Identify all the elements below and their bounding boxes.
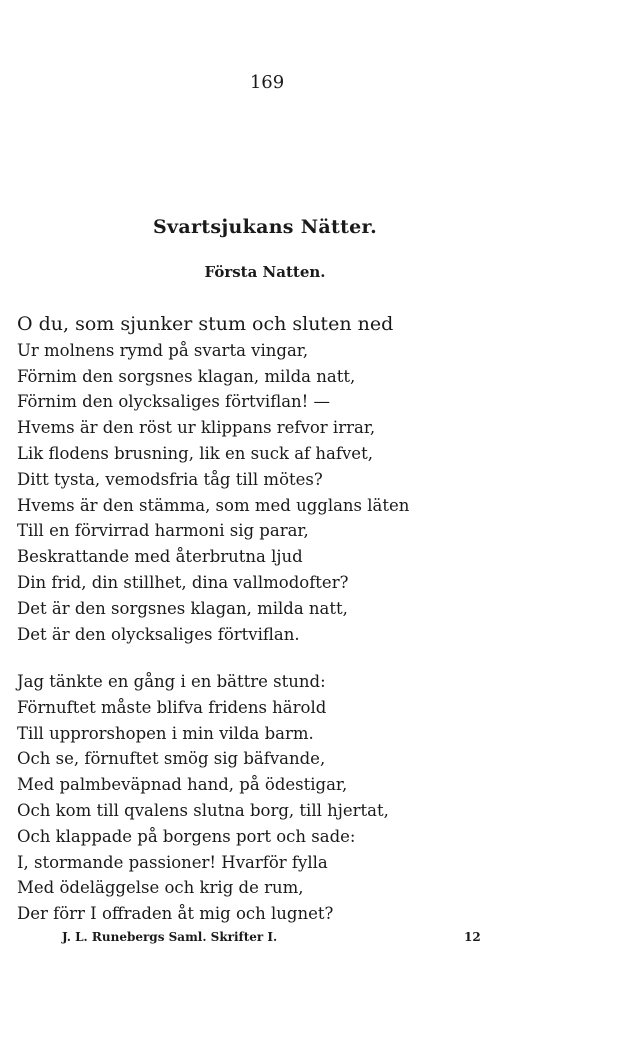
poem-line: Jag tänkte en gång i en bättre stund: [17,672,326,691]
poem-line: Hvems är den stämma, som med ugglans läten [17,495,410,515]
poem-line: Ditt tysta, vemodsfria tåg till mötes? [17,469,323,489]
poem-line: Och klappade på borgens port och sade: [17,826,356,846]
poem-line: Förnim den olycksaliges förtviflan! — [17,392,331,412]
poem-title: Svartsjukans Nätter. [152,216,378,238]
poem-line: Der förr I offraden åt mig och lugnet? [17,904,334,924]
poem-line: Och kom till qvalens slutna borg, till hjertat, [17,800,389,820]
poem-line: I, stormande passioner! Hvarför fylla [17,852,328,872]
poem-line: Med ödeläggelse och krig de rum, [17,878,304,898]
poem-line: Till en förvirrad harmoni sig parar, [17,521,309,541]
poem-line: Det är den sorgsnes klagan, milda natt, [17,598,348,618]
footer-signature: J. L. Runebergs Saml. Skrifter I. [62,930,278,944]
footer-sheet-number: 12 [464,930,481,944]
poem-line: Med palmbeväpnad hand, på ödestigar, [17,775,348,795]
poem-line: Ur molnens rymd på svarta vingar, [17,340,309,360]
stanza-2 [17,669,487,927]
poem-line: Beskrattande med återbrutna ljud [17,547,303,567]
poem-line: Lik flodens brusning, lik en suck af hafvet, [17,443,373,463]
stanza-1 [17,312,487,647]
page-number: 169 [249,72,285,93]
poem-subtitle: Första Natten. [204,263,326,281]
poem-line: Hvems är den röst ur klippans refvor irrar, [17,418,376,438]
poem-line: Förnim den sorgsnes klagan, milda natt, [17,366,356,386]
poem-line: Det är den olycksaliges förtviflan. [17,624,300,644]
poem-line: Till upprorshopen i min vilda barm. [17,723,314,743]
poem-line: Förnuftet måste blifva fridens härold [17,697,327,717]
poem-line: Och se, förnuftet smög sig bäfvande, [17,749,326,769]
poem-line: Din frid, din stillhet, dina vallmodofter? [17,572,349,592]
poem-line: O du, som sjunker stum och sluten ned [17,313,394,335]
